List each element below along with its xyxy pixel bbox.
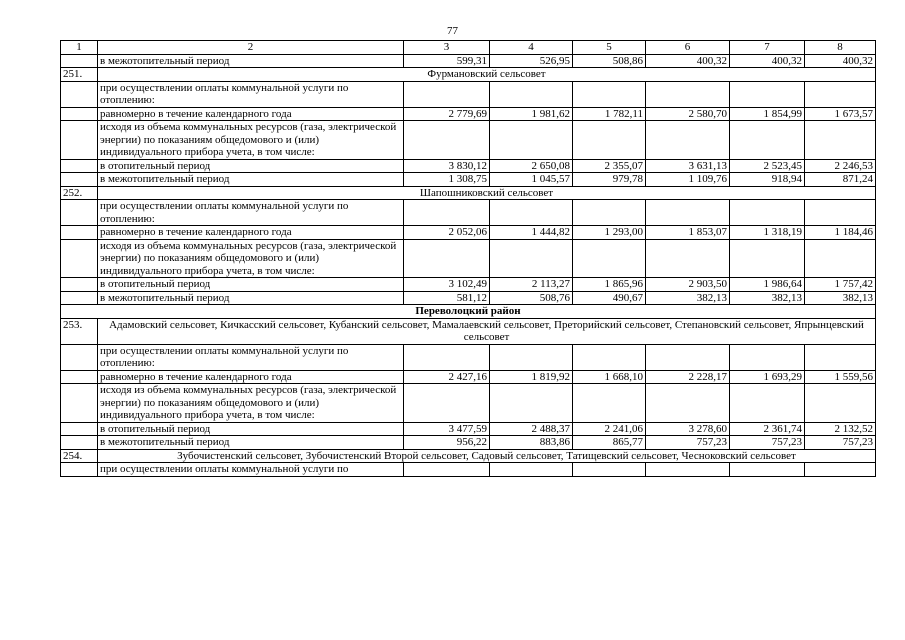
value-cell	[646, 121, 730, 160]
value-cell	[573, 81, 646, 107]
value-cell: 400,32	[730, 54, 805, 68]
value-cell: 508,76	[490, 291, 573, 305]
value-cell	[730, 81, 805, 107]
value-cell: 3 102,49	[404, 278, 490, 292]
value-cell: 2 779,69	[404, 107, 490, 121]
value-cell: 382,13	[730, 291, 805, 305]
row-label: в межотопительный период	[98, 54, 404, 68]
value-cell: 1 693,29	[730, 370, 805, 384]
value-cell: 757,23	[730, 436, 805, 450]
section-number: 253.	[61, 318, 98, 344]
value-cell	[730, 384, 805, 423]
value-cell: 1 757,42	[805, 278, 876, 292]
value-cell: 490,67	[573, 291, 646, 305]
description-row	[61, 200, 876, 226]
value-cell: 1 308,75	[404, 173, 490, 187]
value-cell: 599,31	[404, 54, 490, 68]
value-cell: 2 903,50	[646, 278, 730, 292]
value-cell: 757,23	[646, 436, 730, 450]
column-header: 1	[61, 41, 98, 55]
table-row	[61, 226, 876, 240]
value-cell: 400,32	[805, 54, 876, 68]
value-cell: 382,13	[646, 291, 730, 305]
value-cell: 2 246,53	[805, 159, 876, 173]
value-cell	[404, 121, 490, 160]
section-row	[61, 318, 876, 344]
row-label: равномерно в течение календарного года	[98, 370, 404, 384]
value-cell	[573, 239, 646, 278]
value-cell	[805, 121, 876, 160]
column-header: 3	[404, 41, 490, 55]
row-label: равномерно в течение календарного года	[98, 107, 404, 121]
empty-number-cell	[61, 226, 98, 240]
value-cell: 1 986,64	[730, 278, 805, 292]
row-label: в отопительный период	[98, 278, 404, 292]
value-cell: 1 318,19	[730, 226, 805, 240]
column-header: 2	[98, 41, 404, 55]
value-cell: 2 650,08	[490, 159, 573, 173]
row-label: в отопительный период	[98, 422, 404, 436]
value-cell	[404, 384, 490, 423]
empty-number-cell	[61, 81, 98, 107]
table-body	[61, 41, 876, 477]
value-cell: 2 361,74	[730, 422, 805, 436]
value-cell	[490, 344, 573, 370]
value-cell	[404, 239, 490, 278]
value-cell	[730, 463, 805, 477]
row-label: при осуществлении оплаты коммунальной услуги по отоплению:	[98, 344, 404, 370]
value-cell	[573, 384, 646, 423]
value-cell: 3 830,12	[404, 159, 490, 173]
value-cell: 2 523,45	[730, 159, 805, 173]
empty-number-cell	[61, 463, 98, 477]
value-cell	[646, 200, 730, 226]
empty-number-cell	[61, 239, 98, 278]
value-cell	[404, 463, 490, 477]
value-cell: 1 444,82	[490, 226, 573, 240]
value-cell	[573, 463, 646, 477]
description-row	[61, 239, 876, 278]
value-cell: 2 488,37	[490, 422, 573, 436]
page-number: 77	[447, 25, 458, 37]
value-cell	[646, 384, 730, 423]
section-name: Фурмановский сельсовет	[98, 68, 876, 82]
value-cell: 1 865,96	[573, 278, 646, 292]
row-label: при осуществлении оплаты коммунальной услуги по	[98, 463, 404, 477]
column-header: 8	[805, 41, 876, 55]
value-cell	[730, 121, 805, 160]
value-cell: 2 113,27	[490, 278, 573, 292]
empty-number-cell	[61, 200, 98, 226]
value-cell	[490, 384, 573, 423]
empty-number-cell	[61, 384, 98, 423]
value-cell: 526,95	[490, 54, 573, 68]
value-cell: 382,13	[805, 291, 876, 305]
value-cell: 1 184,46	[805, 226, 876, 240]
region-row	[61, 305, 876, 319]
empty-number-cell	[61, 278, 98, 292]
value-cell: 979,78	[573, 173, 646, 187]
section-number: 254.	[61, 449, 98, 463]
row-label: исходя из объема коммунальных ресурсов (газа, электрической энергии) по показаниям общедомового и (или) индивидуального прибора учета, в том числе:	[98, 384, 404, 423]
value-cell: 1 668,10	[573, 370, 646, 384]
description-row	[61, 344, 876, 370]
value-cell	[805, 81, 876, 107]
table-row	[61, 370, 876, 384]
table-row	[61, 173, 876, 187]
row-label: равномерно в течение календарного года	[98, 226, 404, 240]
value-cell	[573, 344, 646, 370]
value-cell	[805, 239, 876, 278]
empty-number-cell	[61, 422, 98, 436]
row-label: в межотопительный период	[98, 436, 404, 450]
column-header: 6	[646, 41, 730, 55]
row-label: исходя из объема коммунальных ресурсов (газа, электрической энергии) по показаниям общедомового и (или) индивидуального прибора учета, в том числе:	[98, 121, 404, 160]
column-header: 5	[573, 41, 646, 55]
table-row	[61, 291, 876, 305]
value-cell	[490, 463, 573, 477]
value-cell: 1 853,07	[646, 226, 730, 240]
value-cell	[805, 200, 876, 226]
value-cell: 2 241,06	[573, 422, 646, 436]
value-cell: 508,86	[573, 54, 646, 68]
empty-number-cell	[61, 436, 98, 450]
table-row	[61, 107, 876, 121]
value-cell	[404, 81, 490, 107]
value-cell: 2 228,17	[646, 370, 730, 384]
value-cell	[730, 200, 805, 226]
table-row	[61, 422, 876, 436]
value-cell	[404, 200, 490, 226]
table-row	[61, 54, 876, 68]
value-cell: 1 109,76	[646, 173, 730, 187]
value-cell: 918,94	[730, 173, 805, 187]
value-cell	[490, 200, 573, 226]
empty-number-cell	[61, 107, 98, 121]
row-label: в межотопительный период	[98, 173, 404, 187]
row-label: при осуществлении оплаты коммунальной услуги по отоплению:	[98, 81, 404, 107]
value-cell	[646, 239, 730, 278]
row-label: исходя из объема коммунальных ресурсов (газа, электрической энергии) по показаниям общедомового и (или) индивидуального прибора учета, в том числе:	[98, 239, 404, 278]
value-cell: 1 673,57	[805, 107, 876, 121]
value-cell: 1 293,00	[573, 226, 646, 240]
value-cell: 1 981,62	[490, 107, 573, 121]
empty-number-cell	[61, 344, 98, 370]
empty-number-cell	[61, 291, 98, 305]
value-cell	[730, 344, 805, 370]
value-cell: 2 580,70	[646, 107, 730, 121]
column-header-row	[61, 41, 876, 55]
value-cell: 865,77	[573, 436, 646, 450]
value-cell	[490, 81, 573, 107]
value-cell	[490, 121, 573, 160]
value-cell: 1 819,92	[490, 370, 573, 384]
description-row	[61, 81, 876, 107]
tariff-table	[60, 40, 876, 477]
section-number: 251.	[61, 68, 98, 82]
value-cell	[573, 121, 646, 160]
value-cell: 1 559,56	[805, 370, 876, 384]
row-label: при осуществлении оплаты коммунальной услуги по отоплению:	[98, 200, 404, 226]
value-cell: 2 355,07	[573, 159, 646, 173]
section-name: Шапошниковский сельсовет	[98, 186, 876, 200]
table-row	[61, 436, 876, 450]
value-cell	[490, 239, 573, 278]
column-header: 4	[490, 41, 573, 55]
column-header: 7	[730, 41, 805, 55]
value-cell: 757,23	[805, 436, 876, 450]
value-cell: 3 278,60	[646, 422, 730, 436]
description-row	[61, 384, 876, 423]
section-row	[61, 186, 876, 200]
value-cell	[404, 344, 490, 370]
section-name: Адамовский сельсовет, Кичкасский сельсовет, Кубанский сельсовет, Мамалаевский сельсовет, Преторийский сельсовет, Степановский сельсовет, Япрынцевский сельсовет	[98, 318, 876, 344]
value-cell: 2 052,06	[404, 226, 490, 240]
section-name: Зубочистенский сельсовет, Зубочистенский Второй сельсовет, Садовый сельсовет, Татищевский сельсовет, Чесноковский сельсовет	[98, 449, 876, 463]
value-cell: 2 427,16	[404, 370, 490, 384]
value-cell	[646, 344, 730, 370]
empty-number-cell	[61, 173, 98, 187]
description-row	[61, 463, 876, 477]
value-cell	[646, 463, 730, 477]
value-cell	[805, 463, 876, 477]
value-cell: 871,24	[805, 173, 876, 187]
value-cell: 581,12	[404, 291, 490, 305]
value-cell: 883,86	[490, 436, 573, 450]
value-cell	[730, 239, 805, 278]
value-cell: 400,32	[646, 54, 730, 68]
table-row	[61, 159, 876, 173]
section-number: 252.	[61, 186, 98, 200]
value-cell: 956,22	[404, 436, 490, 450]
value-cell: 1 782,11	[573, 107, 646, 121]
row-label: в межотопительный период	[98, 291, 404, 305]
value-cell: 3 631,13	[646, 159, 730, 173]
empty-number-cell	[61, 121, 98, 160]
value-cell: 3 477,59	[404, 422, 490, 436]
value-cell	[805, 384, 876, 423]
value-cell	[805, 344, 876, 370]
empty-number-cell	[61, 370, 98, 384]
section-row	[61, 68, 876, 82]
empty-number-cell	[61, 159, 98, 173]
empty-number-cell	[61, 54, 98, 68]
value-cell	[573, 200, 646, 226]
section-row	[61, 449, 876, 463]
region-name: Переволоцкий район	[61, 305, 876, 319]
value-cell: 1 854,99	[730, 107, 805, 121]
value-cell: 1 045,57	[490, 173, 573, 187]
value-cell: 2 132,52	[805, 422, 876, 436]
description-row	[61, 121, 876, 160]
table-row	[61, 278, 876, 292]
row-label: в отопительный период	[98, 159, 404, 173]
value-cell	[646, 81, 730, 107]
